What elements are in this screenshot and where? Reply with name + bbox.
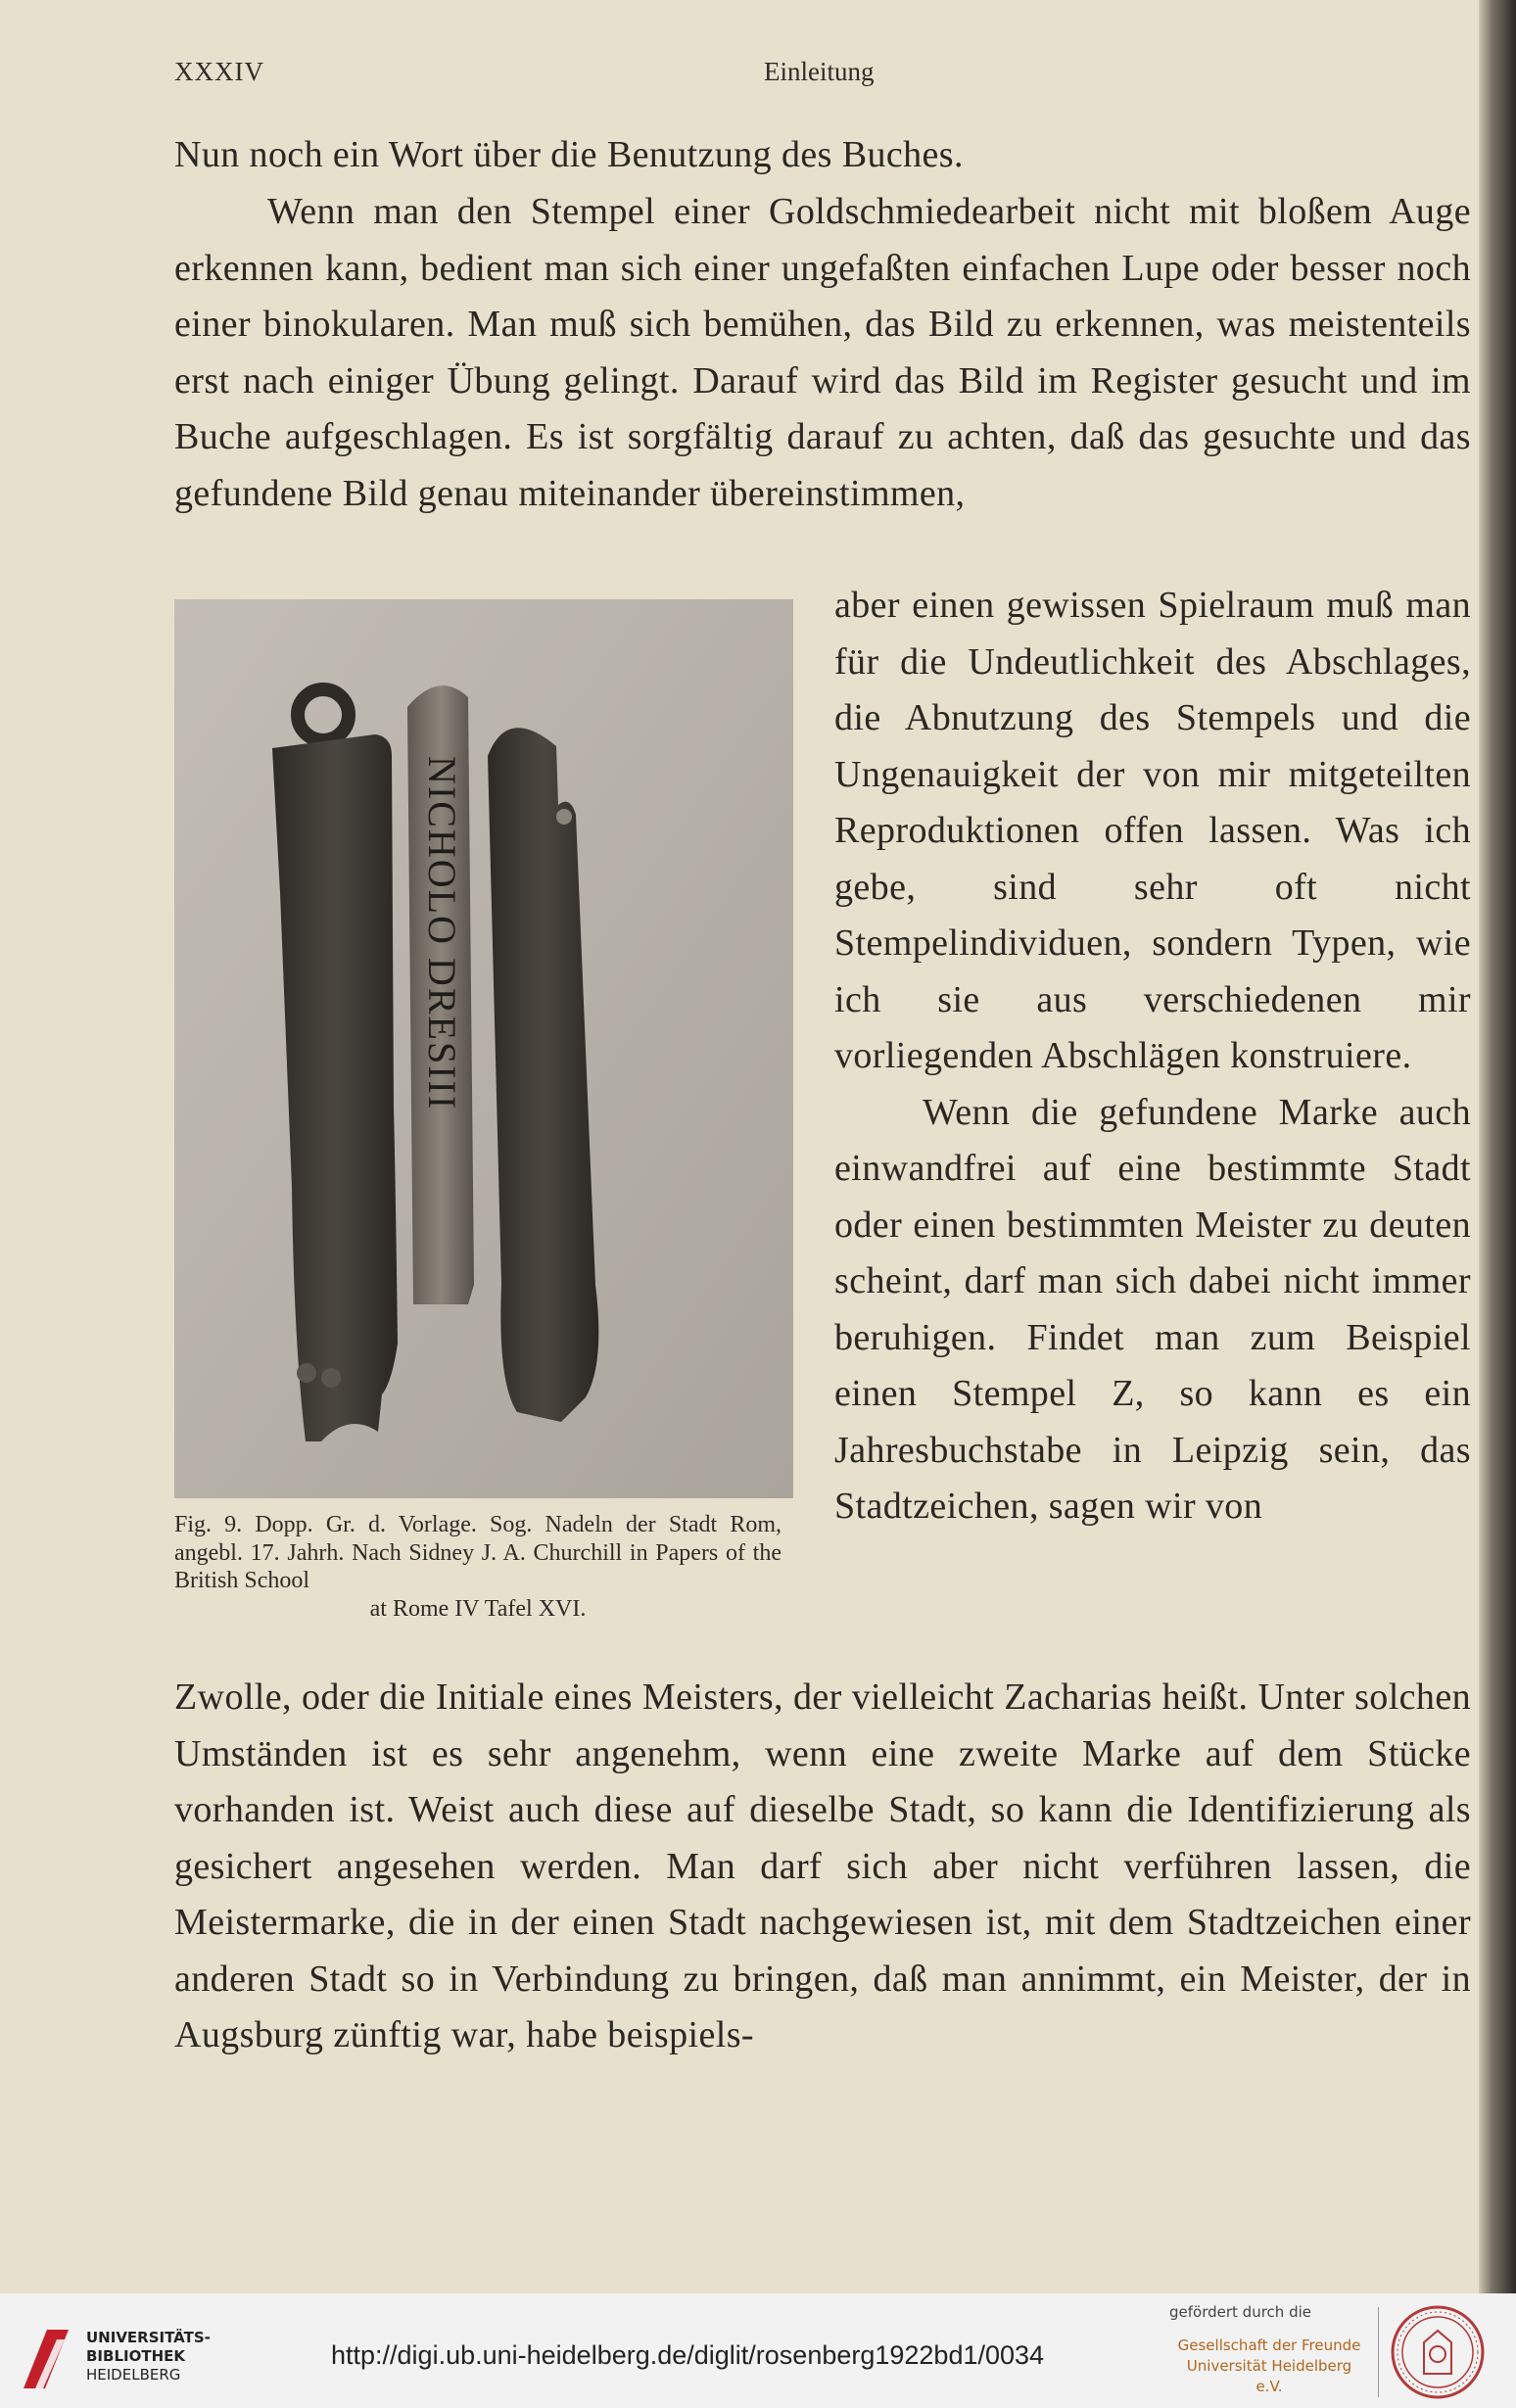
figure-caption bbox=[174, 1511, 782, 1623]
permalink-url[interactable]: http://digi.ub.uni-heidelberg.de/diglit/rosenberg1922bd1/0034 bbox=[331, 2340, 1045, 2370]
library-line-2: BIBLIOTHEK bbox=[86, 2347, 185, 2365]
page-number: XXXIV bbox=[174, 57, 264, 86]
ub-heidelberg-logo-icon[interactable] bbox=[18, 2324, 78, 2394]
sponsor-name[interactable] bbox=[1171, 2336, 1367, 2397]
university-seal-icon[interactable] bbox=[1389, 2303, 1487, 2401]
text-column-beside-figure bbox=[834, 578, 1471, 1535]
sponsor-intro: gefördert durch die bbox=[1169, 2303, 1311, 2321]
running-title: Einleitung bbox=[764, 57, 875, 86]
sponsor-line-1: Gesellschaft der Freunde bbox=[1177, 2337, 1361, 2354]
page-edge bbox=[1479, 0, 1516, 2293]
paragraph-bottom: Zwolle, oder die Initiale eines Meisters, der vielleicht Zacharias heißt. Unter solchen Umständen ist es sehr angenehm, wenn eine zweite Marke auf dem Stücke vorhanden ist. Weist auch diese auf dieselbe Stadt, so kann die Identifizierung als gesichert angesehen werden. Man darf sich aber nicht verführen lassen, die Meistermarke, die in der einen Stadt nachgewiesen ist, mit dem Stadtzeichen einer anderen Stadt so in Verbindung zu bringen, daß man annimmt, ein Meister, der in Augsburg zünftig war, habe beispiels- bbox=[174, 1676, 1471, 2055]
figure-needles-photo bbox=[174, 599, 793, 1498]
sponsor-line-2: Universität Heidelberg e.V. bbox=[1186, 2357, 1352, 2395]
needle-inscription: NICHOLO DRESIII bbox=[420, 756, 464, 1111]
needle-middle bbox=[407, 685, 474, 1304]
library-name[interactable] bbox=[86, 2329, 211, 2384]
caption-main: Fig. 9. Dopp. Gr. d. Vorlage. Sog. Nadeln der Stadt Rom, angebl. 17. Jahrh. Nach Sidney J. A. Churchill in Papers of the British School bbox=[174, 1512, 782, 1593]
column-part2: Wenn die gefundene Marke auch einwandfrei auf eine bestimmte Stadt oder einen bestimmten Meister zu deuten scheint, darf man sich dabei nicht immer beruhigen. Findet man zum Beispiel einen Stempel Z, so kann es ein Jahresbuchstabe in Leipzig sein, das Stadtzeichen, sagen wir von bbox=[834, 1091, 1471, 1527]
paragraph-intro: Nun noch ein Wort über die Benutzung des Buches. bbox=[174, 134, 964, 175]
library-line-1: UNIVERSITÄTS- bbox=[86, 2329, 211, 2346]
caption-last-line: at Rome IV Tafel XVI. bbox=[369, 1595, 587, 1622]
column-part1: aber einen gewissen Spielraum muß man für die Undeutlichkeit des Abschlages, die Abnutzung des Stempels und die Ungenauigkeit der von mir mitgeteilten Reproduktionen offen lassen. Was ich gebe, sind sehr oft nicht Stempelindividuen, sondern Typen, wie ich sie aus verschiedenen mir vorliegenden Abschlägen konstruiere. bbox=[834, 585, 1471, 1076]
footer-divider bbox=[1378, 2307, 1379, 2397]
library-line-3: HEIDELBERG bbox=[86, 2366, 181, 2384]
paragraph-usage: Wenn man den Stempel einer Goldschmiedearbeit nicht mit bloßem Auge erkennen kann, bedient man sich einer ungefaßten einfachen Lupe oder besser noch einer binokularen. Man muß sich bemühen, das Bild zu erkennen, was meistenteils erst nach einiger Übung gelingt. Darauf wird das Bild im Register gesucht und im Buche aufgeschlagen. Es ist sorgfältig darauf zu achten, daß das gesuchte und das gefundene Bild genau miteinander übereinstimmen, bbox=[174, 191, 1471, 514]
